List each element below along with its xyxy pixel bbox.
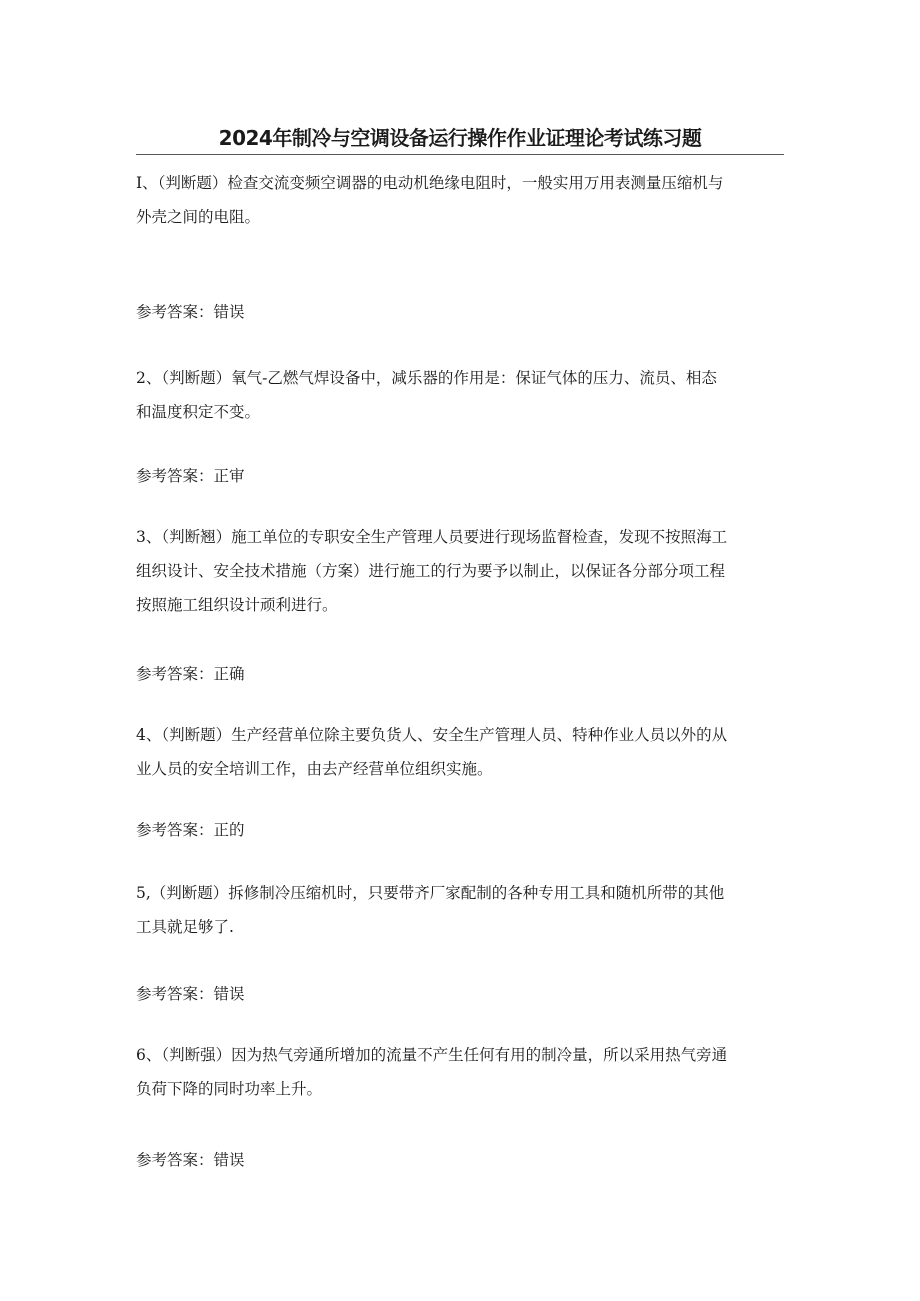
question-4 (136, 718, 786, 786)
question-6-line-1: 6、（判断强）因为热气旁通所增加的流量不产生任何有用的制冷量，所以采用热气旁通 (136, 1046, 728, 1064)
question-3-line-2: 组织设计、安全技术措施（方案）进行施工的行为要予以制止，以保证各分部分项工程 (136, 562, 726, 580)
question-3 (136, 520, 786, 622)
question-1-line-1: I、（判断题）检查交流变频空调器的电动机绝缘电阻时，一般实用万用表测量压缩机与 (136, 174, 724, 192)
question-6-line-2: 负荷下降的同时功率上升。 (136, 1080, 323, 1098)
question-2-line-1: 2、（判断题）氧气-乙燃气焊设备中，减乐器的作用是：保证气体的压力、流员、相态 (136, 369, 717, 387)
question-5-line-1: 5,（判断题）拆修制冷压缩机时，只要带齐厂家配制的各种专用工具和随机所带的其他 (136, 884, 725, 902)
question-4-line-1: 4、（判断题）生产经营单位除主要负货人、安全生产管理人员、特种作业人员以外的从 (136, 726, 728, 744)
title-underline (136, 154, 784, 155)
question-5-line-2: 工具就足够了. (136, 918, 234, 936)
question-2-line-2: 和温度积定不变。 (136, 403, 261, 421)
question-5 (136, 876, 786, 944)
question-2 (136, 361, 786, 429)
answer-3: 参考答案：正确 (136, 665, 245, 683)
question-1-line-2: 外壳之间的电阻。 (136, 208, 261, 226)
answer-1: 参考答案：错误 (136, 303, 245, 321)
answer-5: 参考答案：错误 (136, 985, 245, 1003)
answer-4: 参考答案：正的 (136, 821, 245, 839)
question-1 (136, 166, 786, 234)
question-4-line-2: 业人员的安全培训工作，由去产经营单位组织实施。 (136, 760, 493, 778)
answer-2: 参考答案：正审 (136, 467, 245, 485)
question-3-line-3: 按照施工组织设计顽利进行。 (136, 596, 338, 614)
document-title: 2024年制冷与空调设备运行操作作业证理论考试练习题 (218, 126, 702, 150)
answer-6: 参考答案：错误 (136, 1151, 245, 1169)
question-3-line-1: 3、（判断翘）施工单位的专职安全生产管理人员要进行现场监督检查，发现不按照海工 (136, 528, 728, 546)
question-6 (136, 1038, 786, 1106)
